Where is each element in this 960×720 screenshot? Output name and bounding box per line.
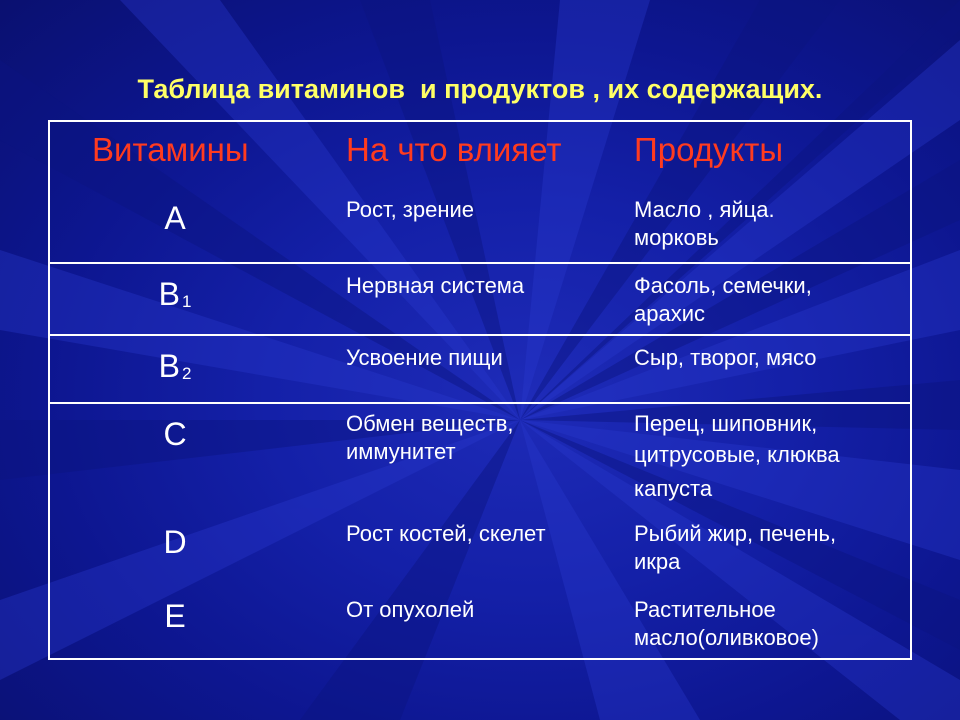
- products-cell: [634, 410, 904, 506]
- table-row: [50, 334, 910, 404]
- products-line: Сыр, творог, мясо: [634, 345, 817, 370]
- products-cell: [634, 344, 904, 372]
- vitamin-letter: В: [158, 348, 180, 384]
- products-line: Перец, шиповник,: [634, 411, 818, 436]
- vitamin-cell: [140, 596, 210, 636]
- header-products: Продукты: [634, 131, 784, 168]
- products-cell: [634, 596, 904, 652]
- header-effect: На что влияет: [346, 131, 562, 168]
- products-line: арахис: [634, 301, 705, 326]
- effect-cell: [346, 272, 626, 300]
- vitamin-cell: [140, 198, 210, 238]
- effect-line: От опухолей: [346, 597, 475, 622]
- vitamin-letter: А: [164, 200, 186, 236]
- effect-cell: [346, 196, 626, 224]
- vitamin-letter: D: [163, 524, 187, 560]
- effect-cell: [346, 596, 626, 624]
- products-line: Рыбий жир, печень,: [634, 521, 837, 546]
- effect-line: Обмен веществ,: [346, 411, 514, 436]
- products-cell: [634, 272, 904, 328]
- effect-line: Рост, зрение: [346, 197, 475, 222]
- vitamin-letter: Е: [164, 598, 186, 634]
- products-line: капуста: [634, 476, 713, 501]
- products-line: масло(оливковое): [634, 625, 819, 650]
- vitamin-subscript: 1: [181, 292, 192, 311]
- products-line: цитрусовые, клюква: [634, 442, 840, 467]
- effect-cell: [346, 410, 626, 466]
- products-cell: [634, 520, 904, 576]
- vitamin-cell: [140, 522, 210, 562]
- vitamin-cell: [140, 414, 210, 454]
- products-line: морковь: [634, 225, 719, 250]
- vitamin-cell: [140, 274, 210, 320]
- page-title: Таблица витаминов и продуктов , их содержащих.: [137, 74, 823, 104]
- header-vitamins: Витамины: [92, 131, 249, 168]
- table-row: [50, 402, 910, 518]
- products-cell: [634, 196, 904, 252]
- table-header-row: [50, 122, 910, 182]
- vitamin-cell: [140, 346, 210, 392]
- products-line: Фасоль, семечки,: [634, 273, 812, 298]
- table-row: [50, 262, 910, 336]
- products-line: икра: [634, 549, 681, 574]
- effect-line: Нервная система: [346, 273, 525, 298]
- table-row: [50, 182, 910, 262]
- table-row: [50, 518, 910, 592]
- effect-line: Рост костей, скелет: [346, 521, 546, 546]
- table-row: [50, 592, 910, 658]
- vitamins-table: [48, 120, 912, 660]
- products-line: Масло , яйца.: [634, 197, 775, 222]
- vitamin-subscript: 2: [181, 364, 192, 383]
- effect-cell: [346, 344, 626, 372]
- vitamin-letter: С: [163, 416, 187, 452]
- products-line: Растительное: [634, 597, 776, 622]
- effect-line: Усвоение пищи: [346, 345, 503, 370]
- effect-cell: [346, 520, 626, 548]
- effect-line: иммунитет: [346, 439, 456, 464]
- vitamin-letter: В: [158, 276, 180, 312]
